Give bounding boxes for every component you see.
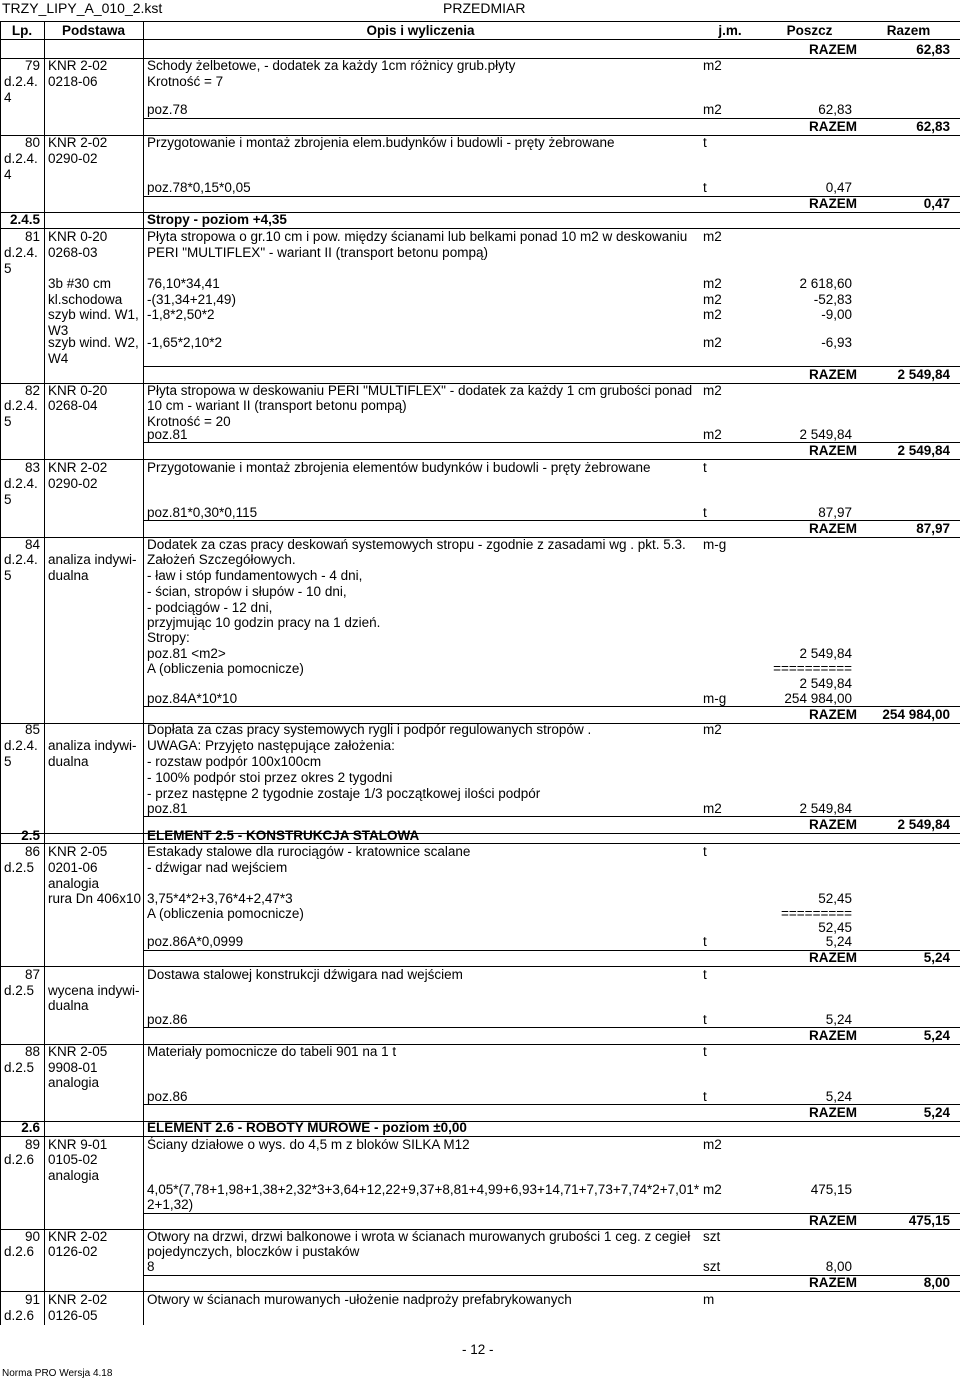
lp-number: 83	[24, 460, 40, 475]
calc-unit: t	[703, 505, 707, 520]
description-line: - 100% podpór stoi przez okres 2 tygodni	[147, 770, 393, 785]
lp-number: 84	[24, 537, 40, 552]
lp-dept-cont: 5	[4, 492, 12, 507]
calc-formula: poz.81 <m2>	[147, 646, 226, 661]
razem-label: RAZEM	[809, 1213, 857, 1228]
poszcz-value: -6,93	[821, 335, 852, 350]
lp-dept: d.2.5	[4, 860, 35, 875]
poszcz-separator: ==========	[773, 661, 852, 676]
header-razem: Razem	[886, 23, 931, 38]
calc-helper: A (obliczenia pomocnicze)	[147, 906, 304, 921]
podstawa: KNR 0-20	[48, 229, 108, 244]
poszcz-value: 0,47	[825, 180, 852, 195]
razem-value: 475,15	[908, 1213, 950, 1228]
lp-dept-cont: 4	[4, 167, 12, 182]
razem-value: 0,47	[923, 196, 950, 211]
razem-label: RAZEM	[809, 367, 857, 382]
description-line: - ław i stóp fundamentowych - 4 dni,	[147, 568, 363, 583]
lp-dept: d.2.4.	[4, 151, 38, 166]
lp-number: 86	[24, 844, 40, 859]
podstawa-code: dualna	[48, 568, 89, 583]
description-line2: pojedynczych, bloczków i pustaków	[147, 1244, 360, 1259]
unit: m-g	[703, 537, 727, 552]
podstawa: analiza indywi-	[48, 738, 137, 753]
unit: m2	[703, 58, 722, 73]
podstawa: analiza indywi-	[48, 552, 137, 567]
razem-value: 2 549,84	[897, 443, 950, 458]
description-line: - ścian, stropów i słupów - 10 dni,	[147, 584, 347, 599]
poszcz-value: 87,97	[818, 505, 852, 520]
lp-dept-cont: 4	[4, 90, 12, 105]
lp-dept: d.2.6	[4, 1308, 35, 1323]
description-line2: PERI "MULTIFLEX" - wariant II (transport betonu pompą)	[147, 245, 488, 260]
podstawa-code: 0218-06	[48, 74, 98, 89]
razem-value: 87,97	[916, 521, 950, 536]
unit: m2	[703, 229, 722, 244]
razem-value: 62,83	[916, 42, 950, 57]
calc-formula: -1,8*2,50*2	[147, 307, 215, 322]
razem-value: 2 549,84	[897, 367, 950, 382]
razem-label: RAZEM	[809, 1275, 857, 1290]
calc-unit: t	[703, 1089, 707, 1104]
description: Dodatek za czas pracy deskowań systemowych stropu - zgodnie z zasadami wg . pkt. 5.3.	[147, 537, 686, 552]
description: Przygotowanie i montaż zbrojenia elementów budynków i budowli - pręty żebrowane	[147, 460, 651, 475]
lp-dept: d.2.4.	[4, 476, 38, 491]
podstawa: KNR 2-02	[48, 135, 108, 150]
razem-value: 5,24	[923, 950, 950, 965]
col-divider-lp	[44, 21, 45, 1325]
description: Dostawa stalowej konstrukcji dźwigara nad wejściem	[147, 967, 463, 982]
description-line: Stropy:	[147, 630, 190, 645]
calc-formula: poz.81	[147, 801, 188, 816]
calc-formula: poz.86A*0,0999	[147, 934, 244, 949]
podstawa: KNR 2-02	[48, 460, 108, 475]
lp-number: 88	[24, 1044, 40, 1059]
poszcz-value: 2 549,84	[799, 801, 852, 816]
calc-formula: 4,05*(7,78+1,98+1,38+2,32*3+3,64+12,22+9,37+8,81+4,99+6,93+14,71+7,73+7,74*2+7,01*	[147, 1182, 700, 1197]
calc-formula: -(31,34+21,49)	[147, 292, 236, 307]
calc-unit: m2	[703, 276, 722, 291]
description: Materiały pomocnicze do tabeli 901 na 1 t	[147, 1044, 397, 1059]
calc-formula: poz.84A*10*10	[147, 691, 238, 706]
podstawa-code: 0105-02	[48, 1152, 98, 1167]
description-line: - przez następne 2 tygodnie zostaje 1/3 początkowej ilości podpór	[147, 786, 541, 801]
header-opis: Opis i wyliczenia	[366, 23, 475, 38]
calc-label: 3b #30 cm	[48, 276, 112, 291]
podstawa: KNR 2-02	[48, 1229, 108, 1244]
software-version: Norma PRO Wersja 4.18	[2, 1368, 113, 1379]
calc-helper: A (obliczenia pomocnicze)	[147, 661, 304, 676]
lp-number: 85	[24, 722, 40, 737]
poszcz-value: 2 618,60	[799, 276, 852, 291]
description-line2: Krotność = 7	[147, 74, 224, 89]
row-separator	[0, 843, 960, 844]
calc-formula: 8	[147, 1259, 155, 1274]
section-number: 2.4.5	[9, 212, 40, 227]
podstawa-note: rura Dn 406x10	[48, 891, 142, 906]
razem-label: RAZEM	[809, 817, 857, 832]
lp-number: 90	[24, 1229, 40, 1244]
description: Schody żelbetowe, - dodatek za każdy 1cm różnicy grub.płyty	[147, 58, 516, 73]
calc-unit: m2	[703, 427, 722, 442]
lp-dept: d.2.5	[4, 1060, 35, 1075]
podstawa-code: 0268-03	[48, 245, 98, 260]
lp-dept-cont: 5	[4, 261, 12, 276]
description-line2: 10 cm - wariant II (transport betonu pompą)	[147, 398, 407, 413]
description: Płyta stropowa o gr.10 cm i pow. między ścianami lub belkami ponad 10 m2 w deskowaniu	[147, 229, 688, 244]
lp-number: 80	[24, 135, 40, 150]
section-number: 2.5	[21, 828, 40, 843]
unit: t	[703, 1044, 707, 1059]
header-podstawa: Podstawa	[61, 23, 126, 38]
razem-label: RAZEM	[809, 119, 857, 134]
unit: t	[703, 844, 707, 859]
description: Otwory w ścianach murowanych -ułożenie nadproży prefabrykowanych	[147, 1292, 572, 1307]
calc-unit: szt	[703, 1259, 721, 1274]
poszcz-value: 8,00	[825, 1259, 852, 1274]
lp-dept: d.2.4.	[4, 74, 38, 89]
poszcz-value: 2 549,84	[799, 676, 852, 691]
lp-number: 81	[24, 229, 40, 244]
unit: t	[703, 135, 707, 150]
podstawa-code: dualna	[48, 754, 89, 769]
row-separator	[0, 212, 960, 213]
razem-label: RAZEM	[809, 521, 857, 536]
page-number: - 12 -	[462, 1342, 494, 1357]
razem-label: RAZEM	[809, 443, 857, 458]
unit: t	[703, 967, 707, 982]
calc-formula-cont: 2+1,32)	[147, 1197, 194, 1212]
description-line: przyjmując 10 godzin pracy na 1 dzień.	[147, 615, 381, 630]
razem-value: 5,24	[923, 1105, 950, 1120]
calc-formula: poz.78*0,15*0,05	[147, 180, 251, 195]
lp-dept: d.2.4.	[4, 398, 38, 413]
poszcz-value: 254 984,00	[784, 691, 852, 706]
calc-unit: t	[703, 180, 707, 195]
lp-dept: d.2.6	[4, 1244, 35, 1259]
unit: t	[703, 460, 707, 475]
description-line: UWAGA: Przyjęto następujące założenia:	[147, 738, 395, 753]
poszcz-value: 5,24	[825, 1089, 852, 1104]
section-title: ELEMENT 2.5 - KONSTRUKCJA STALOWA	[147, 828, 420, 843]
podstawa: KNR 2-05	[48, 1044, 108, 1059]
calc-label: kl.schodowa	[48, 292, 123, 307]
description-line: - podciągów - 12 dni,	[147, 600, 273, 615]
podstawa-note: analogia	[48, 1168, 100, 1183]
poszcz-value: 62,83	[818, 102, 852, 117]
podstawa-code: 0290-02	[48, 151, 98, 166]
podstawa: KNR 2-02	[48, 58, 108, 73]
poszcz-separator: =========	[781, 906, 852, 921]
podstawa: wycena indywi-	[48, 983, 140, 998]
razem-value: 5,24	[923, 1028, 950, 1043]
calc-formula: -1,65*2,10*2	[147, 335, 223, 350]
podstawa: KNR 2-02	[48, 1292, 108, 1307]
poszcz-value: 5,24	[825, 934, 852, 949]
calc-formula: poz.86	[147, 1089, 188, 1104]
podstawa: KNR 2-05	[48, 844, 108, 859]
razem-value: 2 549,84	[897, 817, 950, 832]
row-separator	[0, 833, 960, 834]
description: Ściany działowe o wys. do 4,5 m z bloków SILKA M12	[147, 1137, 470, 1152]
poszcz-value: 52,45	[818, 920, 852, 935]
sheet-title: PRZEDMIAR	[443, 0, 526, 16]
lp-number: 87	[24, 967, 40, 982]
poszcz-value: 475,15	[810, 1182, 852, 1197]
podstawa: KNR 0-20	[48, 383, 108, 398]
lp-dept-cont: 5	[4, 568, 12, 583]
razem-value: 62,83	[916, 119, 950, 134]
lp-number: 79	[24, 58, 40, 73]
calc-unit: m2	[703, 307, 722, 322]
poszcz-value: 2 549,84	[799, 646, 852, 661]
calc-formula: 3,75*4*2+3,76*4+2,47*3	[147, 891, 293, 906]
calc-formula: 76,10*34,41	[147, 276, 220, 291]
razem-label: RAZEM	[809, 42, 857, 57]
poszcz-value: -52,83	[813, 292, 852, 307]
podstawa-code: 0126-02	[48, 1244, 98, 1259]
lp-number: 91	[24, 1292, 40, 1307]
podstawa-note: analogia	[48, 1075, 100, 1090]
calc-label-cont: W4	[48, 351, 69, 366]
description: Estakady stalowe dla rurociągów - kratownice scalane	[147, 844, 471, 859]
calc-unit: t	[703, 934, 707, 949]
unit: szt	[703, 1229, 721, 1244]
calc-formula: poz.86	[147, 1012, 188, 1027]
razem-value: 8,00	[923, 1275, 950, 1290]
razem-label: RAZEM	[809, 196, 857, 211]
description-line: Założeń Szczegółowych.	[147, 552, 296, 567]
description-line: - rozstaw podpór 100x100cm	[147, 754, 322, 769]
col-divider-podstawa	[143, 21, 144, 1325]
description: Dopłata za czas pracy systemowych rygli i podpór regulowanych stropów .	[147, 722, 592, 737]
podstawa-code: 0126-05	[48, 1308, 98, 1323]
section-title: Stropy - poziom +4,35	[147, 212, 287, 227]
calc-unit: m-g	[703, 691, 727, 706]
row-separator	[0, 1044, 960, 1045]
calc-formula: poz.78	[147, 102, 188, 117]
header-jm: j.m.	[718, 23, 742, 38]
description: Przygotowanie i montaż zbrojenia elem.budynków i budowli - pręty żebrowane	[147, 135, 615, 150]
poszcz-value: 5,24	[825, 1012, 852, 1027]
razem-label: RAZEM	[809, 1105, 857, 1120]
row-separator	[0, 1136, 960, 1137]
calc-unit: m2	[703, 1182, 722, 1197]
podstawa-code: 9908-01	[48, 1060, 98, 1075]
poszcz-value: 52,45	[818, 891, 852, 906]
calc-formula: poz.81	[147, 427, 188, 442]
description-line3: Krotność = 20	[147, 414, 231, 429]
calc-unit: m2	[703, 292, 722, 307]
calc-unit: m2	[703, 102, 722, 117]
lp-number: 82	[24, 383, 40, 398]
poszcz-value: 2 549,84	[799, 427, 852, 442]
file-name: TRZY_LIPY_A_010_2.kst	[2, 0, 163, 16]
row-separator	[0, 1121, 960, 1122]
header-poszcz: Poszcz	[786, 23, 833, 38]
podstawa-code: 0201-06	[48, 860, 98, 875]
lp-dept-cont: 5	[4, 414, 12, 429]
calc-unit: m2	[703, 801, 722, 816]
razem-label: RAZEM	[809, 950, 857, 965]
razem-label: RAZEM	[809, 707, 857, 722]
calc-unit: t	[703, 1012, 707, 1027]
podstawa: KNR 9-01	[48, 1137, 108, 1152]
unit: m2	[703, 722, 722, 737]
row-separator	[0, 966, 960, 967]
podstawa-code: dualna	[48, 998, 89, 1013]
lp-dept: d.2.4.	[4, 245, 38, 260]
calc-label-cont: W3	[48, 323, 69, 338]
lp-number: 89	[24, 1137, 40, 1152]
unit: m2	[703, 383, 722, 398]
podstawa-code: 0268-04	[48, 398, 98, 413]
podstawa-code: 0290-02	[48, 476, 98, 491]
poszcz-value: -9,00	[821, 307, 852, 322]
razem-label: RAZEM	[809, 1028, 857, 1043]
lp-dept: d.2.4.	[4, 738, 38, 753]
description: Otwory na drzwi, drzwi balkonowe i wrota w ścianach murowanych grubości 1 ceg. z cegieł	[147, 1229, 691, 1244]
section-title: ELEMENT 2.6 - ROBOTY MUROWE - poziom ±0,00	[147, 1120, 467, 1135]
podstawa-note: analogia	[48, 876, 100, 891]
description: Płyta stropowa w deskowaniu PERI "MULTIFLEX" - dodatek za każdy 1 cm grubości ponad	[147, 383, 693, 398]
lp-dept: d.2.4.	[4, 552, 38, 567]
calc-label: szyb wind. W1,	[48, 307, 139, 322]
description-line2: - dźwigar nad wejściem	[147, 860, 288, 875]
section-number: 2.6	[21, 1120, 40, 1135]
header-bottom-line	[0, 39, 960, 40]
calc-formula: poz.81*0,30*0,115	[147, 505, 258, 520]
unit: m2	[703, 1137, 722, 1152]
lp-dept: d.2.6	[4, 1152, 35, 1167]
razem-value: 254 984,00	[882, 707, 950, 722]
calc-unit: m2	[703, 335, 722, 350]
calc-label: szyb wind. W2,	[48, 335, 139, 350]
lp-dept-cont: 5	[4, 754, 12, 769]
lp-dept: d.2.5	[4, 983, 35, 998]
header-lp: Lp.	[11, 23, 33, 38]
unit: m	[703, 1292, 715, 1307]
